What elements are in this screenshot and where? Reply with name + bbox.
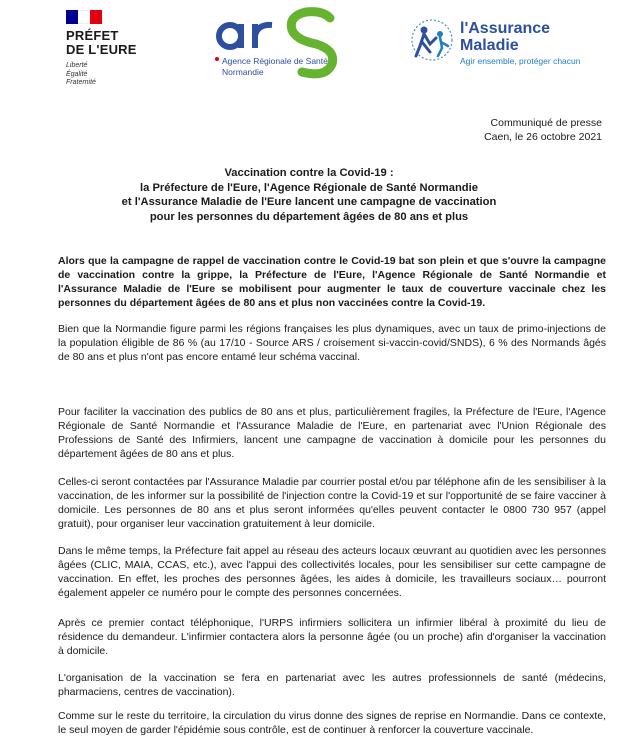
body-paragraph: L'organisation de la vaccination se fera en partenariat avec les autres professionnels de santé (médecins, pharmaciens, centres de vaccination). xyxy=(58,672,606,698)
body-paragraph: Comme sur le reste du territoire, la circulation du virus donne des signes de reprise en Normandie. Dans ce contexte, le seul moyen de garder l'épidémie sous contrôle, est de continuer à renforcer la couverture vaccinale. xyxy=(58,710,606,736)
lead-paragraph: Alors que la campagne de rappel de vaccination contre le Covid-19 bat son plein et que s'ouvre la campagne de vaccination contre la grippe, la Préfecture de l'Eure, l'Agence Régionale de Santé Normandie et l'Assurance Maladie de l'Eure se mobilisent pour augmenter le taux de couverture vaccinale chez les personnes du département âgées de 80 ans et plus non vaccinées contre la Covid-19. xyxy=(58,255,606,309)
document-title xyxy=(40,166,578,224)
body-paragraph: Dans le même temps, la Préfecture fait appel au réseau des acteurs locaux œuvrant au quotidien avec les personnes âgées (CLIC, MAIA, CCAS, etc.), avec l'appui des collectivités locales, pour les sensibiliser sur cette campagne de vaccination. En effet, les proches des personnes âgées, les aides à domicile, les travailleurs sociaux… pourront également appeler ce numéro pour le compte des personnes concernées. xyxy=(58,545,606,599)
press-release-date: Caen, le 26 octobre 2021 xyxy=(484,131,602,143)
assurance-maladie-tagline: Agir ensemble, protéger chacun xyxy=(460,56,581,66)
prefecture-logo xyxy=(66,10,176,88)
ars-logo xyxy=(210,6,350,86)
prefecture-title-line2: DE L'EURE xyxy=(66,42,137,57)
ars-region-name: Normandie xyxy=(222,67,264,77)
press-release-meta xyxy=(484,116,602,144)
body-paragraph: Celles-ci seront contactées par l'Assurance Maladie par courrier postal et/ou par téléphone afin de les sensibiliser à la vaccination, de les informer sur la possibilité de l'injection contre la Covid-19 et sur l'opportunité de se faire vacciner à domicile. Les personnes de 80 ans et plus seront informées qu'elles peuvent contacter le 0800 730 957 (appel gratuit), pour organiser leur vaccination gratuitement à leur domicile. xyxy=(58,476,606,530)
ars-agency-name: Agence Régionale de Santé xyxy=(222,56,328,66)
title-line: et l'Assurance Maladie de l'Eure lancent une campagne de vaccination xyxy=(121,196,497,209)
body-paragraph: Après ce premier contact téléphonique, l'URPS infirmiers sollicitera un infirmier libéral à proximité du lieu de résidence du demandeur. L'infirmier contactera alors la personne âgée (ou un proche) afin d'organiser la vaccination à domicile. xyxy=(58,617,606,657)
assurance-maladie-logo xyxy=(410,16,610,66)
title-line: pour les personnes du département âgées de 80 ans et plus xyxy=(149,210,469,223)
assurance-maladie-emblem-icon xyxy=(410,16,458,64)
french-flag-icon xyxy=(66,10,102,24)
body-paragraph: Bien que la Normandie figure parmi les régions françaises les plus dynamiques, avec un taux de primo-injections de la population éligible de 86 % (au 17/10 - Source ARS / croisement si-vaccin-covid/SNDS), 6 % des Normands âgés de 80 ans et plus n'ont pas encore entamé leur schéma vaccinal. xyxy=(58,323,606,363)
title-line: Vaccination contre la Covid-19 : xyxy=(224,167,394,179)
body-paragraph: Pour faciliter la vaccination des publics de 80 ans et plus, particulièrement fragiles, la Préfecture de l'Eure, l'Agence Régionale de Santé Normandie et l'Assurance Maladie de l'Eure, en partenariat avec l'Union Régionale des Professions de Santé des Infirmiers, lancent une campagne de vaccination à domicile pour les personnes du département âgées de 80 ans et plus. xyxy=(58,406,606,460)
press-release-label: Communiqué de presse xyxy=(490,117,602,129)
prefecture-motto: Liberté Égalité Fraternité xyxy=(66,62,96,86)
assurance-maladie-name: l'Assurance Maladie xyxy=(460,20,551,54)
prefecture-title-line1: PRÉFET xyxy=(66,28,119,43)
title-line: la Préfecture de l'Eure, l'Agence Régionale de Santé Normandie xyxy=(140,181,478,194)
